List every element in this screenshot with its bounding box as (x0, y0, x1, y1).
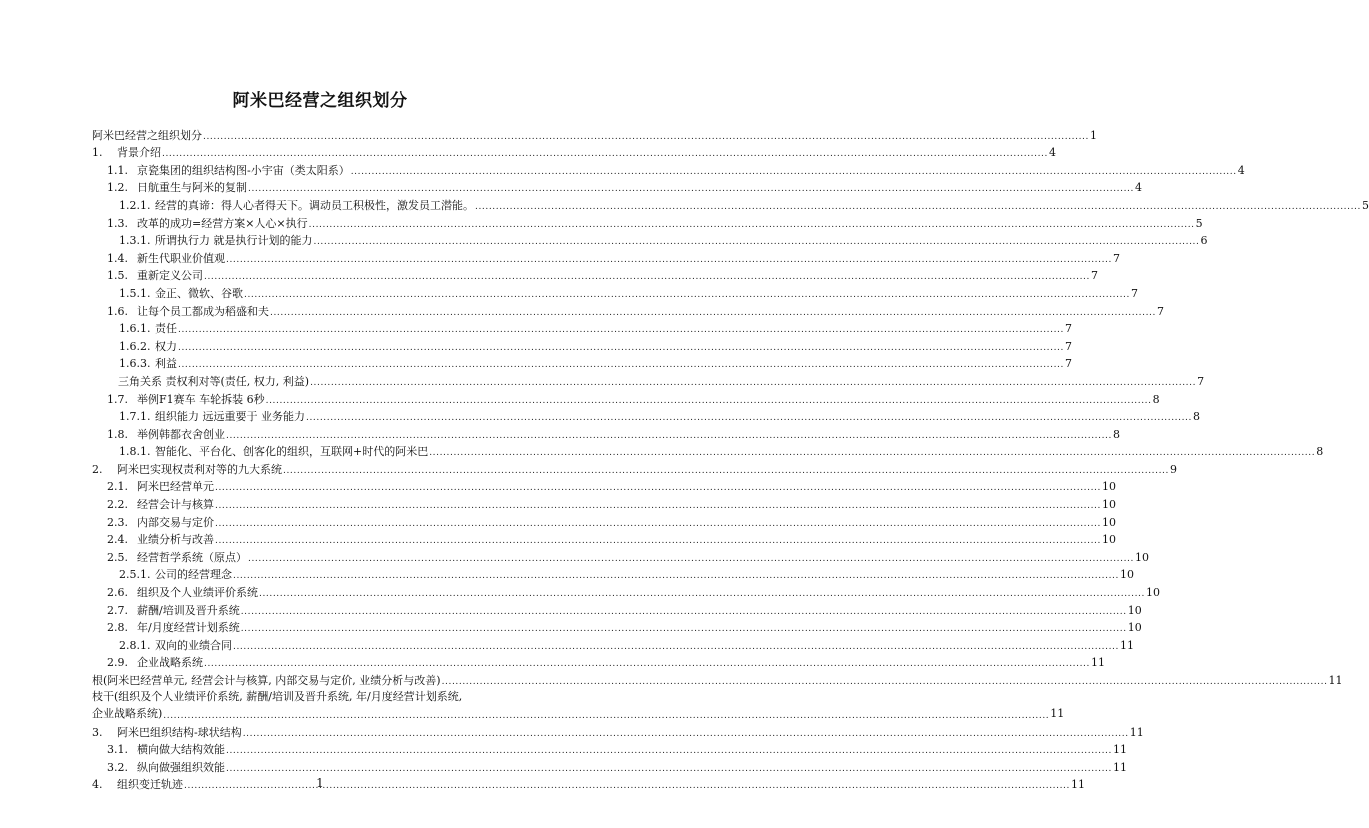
toc-entry-number: 2.9. (107, 656, 128, 670)
toc-entry-page: 7 (1130, 286, 1138, 300)
toc-entry[interactable] (92, 195, 1369, 213)
toc-entry-number: 4. (92, 778, 103, 792)
toc-entry-text: 经营的真谛：得人心者得天下。调动员工积极性，激发员工潜能。 (155, 198, 474, 212)
toc-entry-number: 3. (92, 725, 103, 739)
toc-entry[interactable] (92, 582, 1160, 600)
toc-entry-line2 (92, 705, 1065, 722)
toc-entry-page: 6 (1200, 234, 1208, 248)
toc-leader-dots (310, 377, 1196, 389)
toc-entry-text: 内部交易与定价 (137, 515, 214, 529)
toc-leader-dots (204, 658, 1090, 670)
toc-leader-dots (226, 254, 1112, 266)
toc-leader-dots (306, 412, 1192, 424)
toc-leader-dots (226, 745, 1112, 757)
toc-entry-text: 三角关系 责权利对等(责任, 权力, 利益) (118, 374, 310, 388)
toc-entry-text: 年/月度经营计划系统 (137, 621, 240, 635)
toc-entry-text: 根(阿米巴经营单元, 经营会计与核算, 内部交易与定价, 业绩分析与改善) (92, 674, 441, 687)
toc-leader-dots (429, 447, 1315, 459)
toc-entry[interactable] (92, 336, 1072, 354)
toc-entry-number: 2.8. (107, 621, 128, 635)
toc-entry-number: 1.2.1. (119, 198, 151, 212)
toc-leader-dots (215, 500, 1101, 512)
toc-entry-number: 3.1. (107, 743, 128, 757)
toc-entry-text: 薪酬/培训及晋升系统 (137, 603, 240, 617)
toc-entry-text: 组织及个人业绩评价系统 (137, 586, 258, 600)
toc-entry[interactable] (92, 459, 1177, 477)
toc-entry-number: 2.1. (107, 480, 128, 494)
toc-entry-number: 2.2. (107, 498, 128, 512)
toc-leader-dots (314, 236, 1200, 248)
toc-entry[interactable] (92, 477, 1116, 495)
toc-entry[interactable] (92, 125, 1097, 143)
toc-entry-text: 京瓷集团的组织结构图-小宇宙（类太阳系） (137, 163, 350, 177)
toc-leader-dots (241, 623, 1127, 635)
toc-entry[interactable] (92, 722, 1144, 740)
toc-entry-page: 8 (1192, 410, 1200, 424)
toc-entry-text: 纵向做强组织效能 (137, 760, 225, 774)
toc-entry-page: 10 (1101, 498, 1116, 512)
toc-entry-page: 5 (1361, 198, 1369, 212)
toc-entry-number: 1.8. (107, 427, 128, 441)
toc-leader-dots (178, 342, 1064, 354)
toc-entry-page: 11 (1129, 725, 1144, 739)
toc-entry-number: 2.5.1. (119, 568, 151, 582)
toc-entry-number: 1.3. (107, 216, 128, 230)
toc-entry-number: 2.4. (107, 533, 128, 547)
toc-entry-text: 新生代职业价值观 (137, 251, 225, 265)
toc-entry[interactable] (92, 494, 1116, 512)
toc-entry-text-line1: 枝干(组织及个人业绩评价系统, 薪酬/培训及晋升系统, 年/月度经营计划系统, (92, 690, 463, 703)
toc-entry-number: 2.8.1. (119, 638, 151, 652)
toc-entry-text: 举例F1赛车 车轮拆装 6秒 (137, 392, 265, 406)
toc-entry-text: 责任 (155, 322, 177, 336)
toc-leader-dots (309, 219, 1195, 231)
toc-entry-page: 11 (1112, 760, 1127, 774)
toc-entry-text: 阿米巴组织结构-球状结构 (117, 725, 242, 739)
toc-entry-number: 2.5. (107, 550, 128, 564)
toc-leader-dots (204, 271, 1090, 283)
page-number: 1 (316, 776, 324, 790)
toc-entry-text: 举例韩都衣舍创业 (137, 427, 225, 441)
toc-leader-dots (241, 606, 1127, 618)
toc-entry[interactable] (92, 530, 1116, 548)
toc-entry[interactable] (92, 757, 1127, 775)
toc-entry-text: 组织变迁轨迹 (117, 778, 183, 792)
toc-entry-page: 8 (1112, 427, 1120, 441)
toc-leader-dots (283, 465, 1169, 477)
toc-leader-dots (475, 201, 1361, 213)
toc-leader-dots (162, 148, 1048, 160)
toc-entry-page: 8 (1152, 392, 1160, 406)
toc-entry-text: 利益 (155, 357, 177, 371)
toc-entry-page: 10 (1127, 603, 1142, 617)
toc-entry-text: 日航重生与阿米的复制 (137, 181, 247, 195)
toc-entry-page: 11 (1119, 638, 1134, 652)
toc-entry-number: 1.1. (107, 163, 128, 177)
toc-entry-page: 10 (1119, 568, 1134, 582)
toc-entry-number: 2.6. (107, 586, 128, 600)
toc-entry-page: 1 (1089, 128, 1097, 142)
toc-leader-dots (248, 553, 1134, 565)
toc-entry-text: 权力 (155, 339, 177, 353)
toc-entry-page: 5 (1195, 216, 1203, 230)
toc-leader-dots (215, 535, 1101, 547)
toc-entry-page: 10 (1145, 586, 1160, 600)
toc-entry-text: 经营会计与核算 (137, 498, 214, 512)
toc-entry-text: 业绩分析与改善 (137, 533, 214, 547)
toc-entry-number: 1.4. (107, 251, 128, 265)
toc-entry[interactable] (92, 354, 1072, 372)
toc-entry-number: 2.3. (107, 515, 128, 529)
toc-entry-page: 4 (1134, 181, 1142, 195)
toc-leader-dots (178, 324, 1064, 336)
toc-entry-page: 11 (1050, 707, 1065, 720)
toc-leader-dots (351, 166, 1237, 178)
toc-entry[interactable] (92, 407, 1200, 425)
toc-entry[interactable] (92, 512, 1116, 530)
toc-entry[interactable] (92, 301, 1164, 319)
toc-entry-page: 7 (1197, 374, 1205, 388)
toc-entry-text: 智能化、平台化、创客化的组织，互联网+时代的阿米巴 (155, 445, 429, 459)
toc-entry-text: 金正、微软、谷歌 (155, 286, 243, 300)
toc-entry-text: 阿米巴经营之组织划分 (92, 128, 202, 142)
toc-entry[interactable] (92, 670, 1343, 688)
toc-entry-text: 背景介绍 (117, 146, 161, 160)
toc-entry-text: 所谓执行力 就是执行计划的能力 (155, 234, 313, 248)
toc-entry-text-line2: 企业战略系统) (92, 707, 163, 720)
toc-leader-dots (244, 289, 1130, 301)
toc-entry-page: 11 (1328, 674, 1343, 687)
toc-entry-number: 1.6.2. (119, 339, 151, 353)
toc-entry-page: 7 (1064, 339, 1072, 353)
toc-entry-page: 11 (1070, 778, 1085, 792)
toc-entry[interactable] (92, 547, 1149, 565)
toc-entry-number: 1.3.1. (119, 234, 151, 248)
toc-entry[interactable] (92, 442, 1324, 460)
toc-entry-page: 10 (1101, 533, 1116, 547)
toc-entry-wrapped[interactable] (92, 688, 1065, 722)
toc-entry-number: 2. (92, 462, 103, 476)
toc-leader-dots (178, 359, 1064, 371)
toc-entry-page: 7 (1112, 251, 1120, 265)
toc-entry-text: 双向的业绩合同 (155, 638, 232, 652)
toc-entry-number: 1.7.1. (119, 410, 151, 424)
toc-entry-page: 4 (1237, 163, 1245, 177)
toc-entry-page: 11 (1112, 743, 1127, 757)
toc-leader-dots (203, 131, 1089, 143)
toc-entry[interactable] (92, 178, 1142, 196)
toc-entry-number: 1.6.3. (119, 357, 151, 371)
toc-entry-text: 横向做大结构效能 (137, 743, 225, 757)
toc-entry[interactable] (92, 213, 1203, 231)
toc-entry-text: 经营哲学系统（原点） (137, 550, 247, 564)
toc-leader-dots (215, 518, 1101, 530)
toc-entry-page: 7 (1090, 269, 1098, 283)
toc-leader-dots (442, 676, 1328, 688)
toc-entry-number: 1.8.1. (119, 445, 151, 459)
toc-leader-dots (215, 482, 1101, 494)
toc-entry[interactable] (92, 600, 1142, 618)
toc-entry[interactable] (92, 319, 1072, 337)
toc-main-entries (92, 125, 1369, 688)
toc-entry[interactable] (92, 231, 1208, 249)
toc-leader-dots (233, 570, 1119, 582)
toc-entry[interactable] (92, 424, 1120, 442)
toc-entry[interactable] (92, 635, 1134, 653)
toc-leader-dots (259, 588, 1145, 600)
toc-entry-text: 改革的成功=经营方案×人心×执行 (137, 216, 308, 230)
toc-entry-number: 2.7. (107, 603, 128, 617)
toc-entry-text: 阿米巴实现权责利对等的九大系统 (117, 462, 282, 476)
toc-entry-page: 9 (1169, 462, 1177, 476)
toc-entry-number: 1.5.1. (119, 286, 151, 300)
toc-entry[interactable] (92, 143, 1056, 161)
toc-entry-text: 公司的经营理念 (155, 568, 232, 582)
toc-entry-page: 7 (1064, 357, 1072, 371)
toc-leader-dots (243, 728, 1129, 740)
toc-entry-text: 让每个员工都成为稻盛和夫 (137, 304, 269, 318)
toc-leader-dots (163, 710, 1049, 722)
toc-entry[interactable] (92, 283, 1138, 301)
toc-entry-number: 1. (92, 146, 103, 160)
toc-entry-page: 8 (1316, 445, 1324, 459)
table-of-contents (92, 125, 1369, 792)
toc-leader-dots (270, 307, 1156, 319)
toc-entry-page: 10 (1101, 515, 1116, 529)
toc-leader-dots (266, 395, 1152, 407)
toc-entry[interactable] (92, 740, 1127, 758)
toc-entry-text: 组织能力 远远重要于 业务能力 (155, 410, 305, 424)
toc-entry[interactable] (92, 266, 1098, 284)
toc-leader-dots (226, 430, 1112, 442)
toc-entry-number: 1.7. (107, 392, 128, 406)
toc-entry-number: 1.6. (107, 304, 128, 318)
toc-entry-page: 11 (1090, 656, 1105, 670)
toc-entry-number: 1.6.1. (119, 322, 151, 336)
toc-entry-page: 10 (1127, 621, 1142, 635)
toc-entry[interactable] (92, 618, 1142, 636)
toc-entry-number: 1.2. (107, 181, 128, 195)
toc-entry-page: 7 (1064, 322, 1072, 336)
toc-entry-number: 3.2. (107, 760, 128, 774)
toc-entry[interactable] (92, 160, 1245, 178)
toc-entry-page: 10 (1101, 480, 1116, 494)
toc-entry-number: 1.5. (107, 269, 128, 283)
document-title: 阿米巴经营之组织划分 (232, 91, 408, 111)
toc-entry-text: 重新定义公司 (137, 269, 203, 283)
toc-entry[interactable] (92, 371, 1205, 389)
toc-entry-page: 7 (1156, 304, 1164, 318)
toc-entry[interactable] (92, 248, 1120, 266)
toc-entry-page: 4 (1048, 146, 1056, 160)
toc-entry-text: 企业战略系统 (137, 656, 203, 670)
toc-entry-page: 10 (1134, 550, 1149, 564)
toc-entry-text: 阿米巴经营单元 (137, 480, 214, 494)
toc-entry[interactable] (92, 389, 1160, 407)
toc-leader-dots (248, 183, 1134, 195)
toc-entry[interactable] (92, 653, 1105, 671)
toc-leader-dots (233, 641, 1119, 653)
toc-leader-dots (226, 763, 1112, 775)
toc-entry[interactable] (92, 565, 1134, 583)
